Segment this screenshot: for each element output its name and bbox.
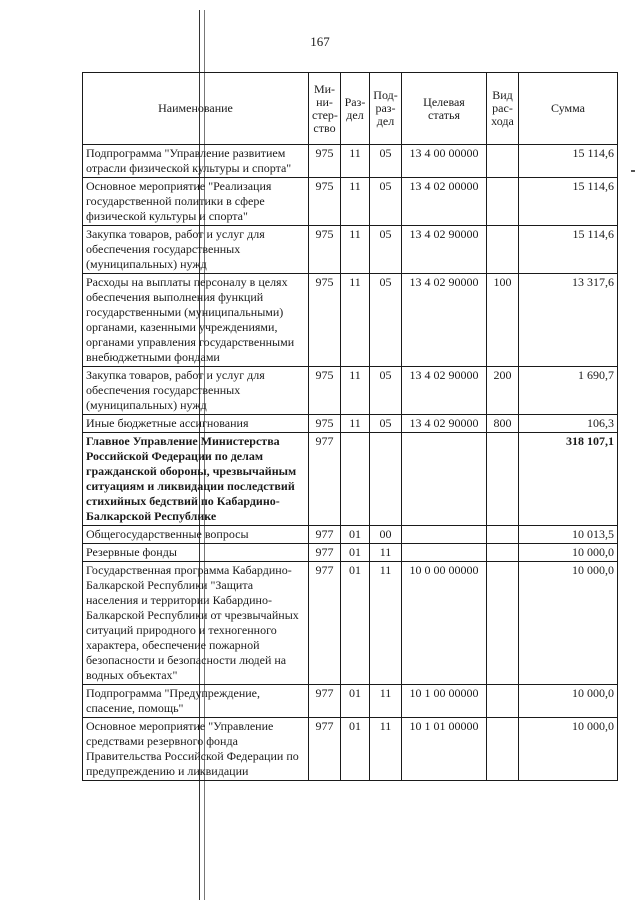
cell-sum: 13 317,6 xyxy=(519,274,618,367)
cell-expense xyxy=(487,226,519,274)
cell-ministry: 975 xyxy=(309,145,341,178)
cell-ministry: 977 xyxy=(309,562,341,685)
table-row xyxy=(83,274,618,367)
cell-expense xyxy=(487,433,519,526)
table-row xyxy=(83,685,618,718)
cell-expense: 800 xyxy=(487,415,519,433)
cell-subsection: 05 xyxy=(370,367,402,415)
table-row xyxy=(83,145,618,178)
cell-subsection: 05 xyxy=(370,274,402,367)
cell-subsection: 05 xyxy=(370,145,402,178)
cell-name: Подпрограмма "Управление развитием отрасли физической культуры и спорта" xyxy=(83,145,309,178)
cell-sum: 10 000,0 xyxy=(519,718,618,781)
cell-target: 13 4 02 90000 xyxy=(402,274,487,367)
header-section: Раз- дел xyxy=(341,73,370,145)
cell-sum: 10 000,0 xyxy=(519,685,618,718)
cell-name: Государственная программа Кабардино-Балкарской Республики "Защита населения и территории Кабардино-Балкарской Республики от чрезвычайных ситуаций природного и техногенного характера, обеспечение пожарной безопасности и безопасности людей на водных объектах" xyxy=(83,562,309,685)
cell-sum: 10 000,0 xyxy=(519,562,618,685)
header-expense: Вид рас- хода xyxy=(487,73,519,145)
cell-sum: 10 013,5 xyxy=(519,526,618,544)
cell-subsection: 00 xyxy=(370,526,402,544)
cell-target: 13 4 00 00000 xyxy=(402,145,487,178)
cell-target: 13 4 02 00000 xyxy=(402,178,487,226)
cell-expense xyxy=(487,718,519,781)
table-row xyxy=(83,433,618,526)
cell-name: Общегосударственные вопросы xyxy=(83,526,309,544)
header-target: Целевая статья xyxy=(402,73,487,145)
cell-target xyxy=(402,433,487,526)
cell-expense xyxy=(487,544,519,562)
cell-section: 01 xyxy=(341,718,370,781)
cell-sum: 15 114,6 xyxy=(519,178,618,226)
header-name: Наименование xyxy=(83,73,309,145)
budget-table xyxy=(82,72,618,781)
table-row xyxy=(83,526,618,544)
cell-ministry: 975 xyxy=(309,226,341,274)
page-number: 167 xyxy=(310,34,330,49)
cell-section: 11 xyxy=(341,178,370,226)
cell-expense xyxy=(487,685,519,718)
cell-section: 01 xyxy=(341,685,370,718)
cell-name: Закупка товаров, работ и услуг для обеспечения государственных (муниципальных) нужд xyxy=(83,367,309,415)
cell-section: 11 xyxy=(341,145,370,178)
cell-expense xyxy=(487,145,519,178)
cell-sum: 15 114,6 xyxy=(519,145,618,178)
cell-target xyxy=(402,544,487,562)
cell-subsection xyxy=(370,433,402,526)
cell-ministry: 977 xyxy=(309,685,341,718)
cell-sum: 10 000,0 xyxy=(519,544,618,562)
cell-target xyxy=(402,526,487,544)
table-row xyxy=(83,367,618,415)
header-subsection: Под- раз- дел xyxy=(370,73,402,145)
table-row xyxy=(83,415,618,433)
cell-name: Основное мероприятие "Реализация государственной политики в сфере физической культуры и спорта" xyxy=(83,178,309,226)
cell-name: Основное мероприятие "Управление средствами резервного фонда Правительства Российской Федерации по предупреждению и ликвидации xyxy=(83,718,309,781)
cell-ministry: 977 xyxy=(309,718,341,781)
cell-target: 10 0 00 00000 xyxy=(402,562,487,685)
cell-section: 11 xyxy=(341,415,370,433)
cell-name: Расходы на выплаты персоналу в целях обеспечения выполнения функций государственными (муниципальными) органами, казенными учреждениями, органами управления государственными внебюджетными фондами xyxy=(83,274,309,367)
cell-expense xyxy=(487,562,519,685)
cell-section: 01 xyxy=(341,544,370,562)
cell-ministry: 977 xyxy=(309,526,341,544)
cell-ministry: 975 xyxy=(309,415,341,433)
cell-expense: 200 xyxy=(487,367,519,415)
cell-expense: 100 xyxy=(487,274,519,367)
cell-target: 10 1 00 00000 xyxy=(402,685,487,718)
cell-expense xyxy=(487,526,519,544)
cell-target: 13 4 02 90000 xyxy=(402,367,487,415)
cell-sum: 15 114,6 xyxy=(519,226,618,274)
scan-artifact-mark xyxy=(631,170,635,172)
table-row xyxy=(83,562,618,685)
cell-expense xyxy=(487,178,519,226)
table-header-row xyxy=(83,73,618,145)
cell-section: 11 xyxy=(341,226,370,274)
cell-name: Закупка товаров, работ и услуг для обеспечения государственных (муниципальных) нужд xyxy=(83,226,309,274)
cell-ministry: 975 xyxy=(309,367,341,415)
cell-subsection: 05 xyxy=(370,178,402,226)
cell-sum: 1 690,7 xyxy=(519,367,618,415)
cell-subsection: 11 xyxy=(370,718,402,781)
table-row xyxy=(83,178,618,226)
cell-sum: 318 107,1 xyxy=(519,433,618,526)
cell-subsection: 05 xyxy=(370,415,402,433)
table-row xyxy=(83,226,618,274)
cell-sum: 106,3 xyxy=(519,415,618,433)
cell-subsection: 11 xyxy=(370,544,402,562)
table-row xyxy=(83,718,618,781)
cell-target: 10 1 01 00000 xyxy=(402,718,487,781)
cell-ministry: 977 xyxy=(309,544,341,562)
cell-ministry: 975 xyxy=(309,274,341,367)
table-row xyxy=(83,544,618,562)
cell-subsection: 05 xyxy=(370,226,402,274)
cell-ministry: 977 xyxy=(309,433,341,526)
cell-target: 13 4 02 90000 xyxy=(402,226,487,274)
cell-subsection: 11 xyxy=(370,685,402,718)
cell-name: Резервные фонды xyxy=(83,544,309,562)
cell-name: Иные бюджетные ассигнования xyxy=(83,415,309,433)
cell-section: 11 xyxy=(341,367,370,415)
cell-ministry: 975 xyxy=(309,178,341,226)
cell-target: 13 4 02 90000 xyxy=(402,415,487,433)
header-sum: Сумма xyxy=(519,73,618,145)
cell-section: 01 xyxy=(341,562,370,685)
header-ministry: Ми- ни- стер- ство xyxy=(309,73,341,145)
cell-name: Подпрограмма "Предупреждение, спасение, помощь" xyxy=(83,685,309,718)
cell-section: 01 xyxy=(341,526,370,544)
cell-name: Главное Управление Министерства Российской Федерации по делам гражданской обороны, чрезвычайным ситуациям и ликвидации последствий стихийных бедствий по Кабардино-Балкарской Республике xyxy=(83,433,309,526)
cell-section: 11 xyxy=(341,274,370,367)
cell-section xyxy=(341,433,370,526)
cell-subsection: 11 xyxy=(370,562,402,685)
